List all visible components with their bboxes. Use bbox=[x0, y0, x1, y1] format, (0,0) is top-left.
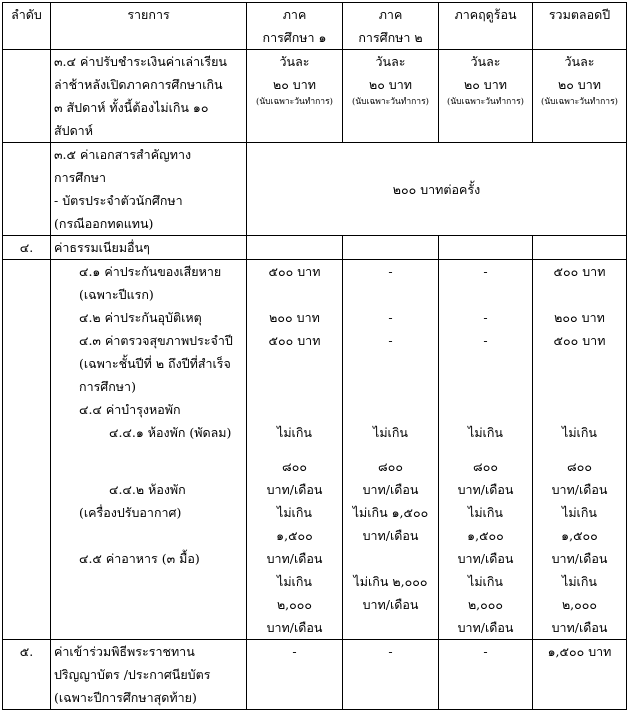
row-3-4-sem2 bbox=[343, 50, 439, 143]
row-5-item-l3: (เฉพาะปีการศึกษาสุดท้าย) bbox=[54, 690, 197, 705]
fee-4-4-2-summer-l2: ๑,๕๐๐ bbox=[467, 528, 504, 543]
item-4-4: ๔.๔ ค่าบำรุงหอพัก bbox=[79, 402, 181, 417]
row-3-4-item-l3: ๓ สัปดาห์ ทั้งนี้ต้องไม่เกิน ๑๐ bbox=[54, 100, 209, 115]
row-3-5-item-l4: (กรณีออกทดแทน) bbox=[54, 216, 154, 231]
row-3-5-merged-fee: ๒๐๐ บาทต่อครั้ง bbox=[247, 143, 627, 236]
fee-4-4-2-sem2-l1: ไม่เกิน ๑,๕๐๐ bbox=[352, 505, 429, 520]
item-4-1-l2: (เฉพาะปีแรก) bbox=[79, 287, 154, 302]
fee-4-1-sem1: ๕๐๐ บาท bbox=[268, 264, 321, 279]
header-row bbox=[3, 3, 627, 50]
row-3-4-summer bbox=[439, 50, 533, 143]
row-3-4-total bbox=[533, 50, 627, 143]
row-3-5-item-l2: การศึกษา bbox=[54, 170, 107, 185]
item-4-5: ๔.๕ ค่าอาหาร (๓ มื้อ) bbox=[79, 551, 200, 566]
row-4-sub bbox=[3, 260, 627, 640]
item-4-4-2-l2: (เครื่องปรับอากาศ) bbox=[79, 505, 182, 520]
row-3-4-item-l4: สัปดาห์ bbox=[54, 123, 93, 138]
fee-4-2-summer: - bbox=[483, 310, 488, 325]
row-4-sub-sem2 bbox=[343, 260, 439, 640]
item-4-3-l2: (เฉพาะชั้นปีที่ ๒ ถึงปีที่สำเร็จ bbox=[79, 356, 231, 371]
fee-4-4-1-summer-l2: ๘๐๐ bbox=[473, 459, 498, 474]
header-no: ลำดับ bbox=[3, 3, 51, 50]
header-sem2-l2: การศึกษา ๒ bbox=[358, 30, 423, 45]
fee-4-4-1-total-l1: ไม่เกิน bbox=[562, 425, 597, 440]
fee-4-5-total-l3: บาท/เดือน bbox=[551, 620, 608, 635]
daily-rate-amount: ๒๐ บาท bbox=[272, 77, 317, 92]
working-days-note: (นับเฉพาะวันทำการ) bbox=[256, 97, 333, 107]
fee-4-4-2-total-l1: ไม่เกิน bbox=[562, 505, 597, 520]
row-3-5-item-l1: ๓.๕ ค่าเอกสารสำคัญทาง bbox=[54, 147, 192, 162]
fee-4-5-sem1-l3: บาท/เดือน bbox=[266, 620, 323, 635]
fee-4-4-1-summer-l3: บาท/เดือน bbox=[457, 482, 514, 497]
daily-rate-amount: ๒๐ บาท bbox=[557, 77, 602, 92]
fee-4-4-2-sem1-l1: ไม่เกิน bbox=[277, 505, 312, 520]
item-4-4-2-l1: ๔.๔.๒ ห้องพัก bbox=[109, 482, 186, 497]
row-5-summer: - bbox=[439, 640, 533, 710]
row-4-sub-items bbox=[51, 260, 247, 640]
fee-4-4-1-sem1-l2: ๘๐๐ bbox=[282, 459, 307, 474]
fee-4-4-2-summer-l3: บาท/เดือน bbox=[457, 551, 514, 566]
working-days-note: (นับเฉพาะวันทำการ) bbox=[541, 97, 618, 107]
fee-4-2-sem1: ๒๐๐ บาท bbox=[269, 310, 320, 325]
row-3-4-item-l1: ๓.๔ ค่าปรับชำระเงินค่าเล่าเรียน bbox=[54, 54, 227, 69]
fee-4-5-sem2-l1: ไม่เกิน ๒,๐๐๐ bbox=[353, 574, 428, 589]
header-total: รวมตลอดปี bbox=[533, 3, 627, 50]
fee-4-5-sem1-l1: ไม่เกิน bbox=[277, 574, 312, 589]
header-sem2-l1: ภาค bbox=[378, 7, 403, 22]
row-3-4-sem1 bbox=[247, 50, 343, 143]
fee-4-5-summer-l2: ๒,๐๐๐ bbox=[467, 597, 504, 612]
fee-4-3-summer: - bbox=[483, 333, 488, 348]
fee-4-4-2-sem1-l2: ๑,๕๐๐ bbox=[276, 528, 313, 543]
fee-4-3-total: ๕๐๐ บาท bbox=[553, 333, 606, 348]
row-4-summer bbox=[439, 236, 533, 260]
fee-4-4-2-total-l2: ๑,๕๐๐ bbox=[561, 528, 598, 543]
row-5 bbox=[3, 640, 627, 710]
working-days-note: (นับเฉพาะวันทำการ) bbox=[352, 97, 429, 107]
fee-4-4-1-sem2-l3: บาท/เดือน bbox=[362, 482, 419, 497]
fee-4-4-1-sem2-l2: ๘๐๐ bbox=[378, 459, 403, 474]
fee-4-3-sem2: - bbox=[388, 333, 393, 348]
row-3-4-no bbox=[3, 50, 51, 143]
row-5-sem2: - bbox=[343, 640, 439, 710]
row-5-item-l2: ปริญญาบัตร /ประกาศนียบัตร bbox=[54, 667, 211, 682]
row-5-sem1: - bbox=[247, 640, 343, 710]
header-sem1 bbox=[247, 3, 343, 50]
row-5-item bbox=[51, 640, 247, 710]
fee-4-4-1-total-l3: บาท/เดือน bbox=[551, 482, 608, 497]
fee-4-4-1-summer-l1: ไม่เกิน bbox=[468, 425, 503, 440]
item-4-3-l3: การศึกษา) bbox=[79, 379, 136, 394]
daily-rate-label: วันละ bbox=[564, 54, 595, 69]
header-sem2 bbox=[343, 3, 439, 50]
daily-rate-label: วันละ bbox=[375, 54, 406, 69]
fee-4-2-total: ๒๐๐ บาท bbox=[554, 310, 605, 325]
row-3-5-item bbox=[51, 143, 247, 236]
working-days-note: (นับเฉพาะวันทำการ) bbox=[447, 97, 524, 107]
item-4-3-l1: ๔.๓ ค่าตรวจสุขภาพประจำปี bbox=[79, 333, 233, 348]
fee-4-4-2-summer-l1: ไม่เกิน bbox=[468, 505, 503, 520]
fee-4-4-2-total-l3: บาท/เดือน bbox=[551, 551, 608, 566]
fee-4-4-1-total-l2: ๘๐๐ bbox=[567, 459, 592, 474]
row-4-no: ๔. bbox=[3, 236, 51, 260]
header-sem1-l2: การศึกษา ๑ bbox=[262, 30, 327, 45]
fee-4-1-total: ๕๐๐ บาท bbox=[553, 264, 606, 279]
row-5-no: ๕. bbox=[3, 640, 51, 710]
fee-4-5-summer-l1: ไม่เกิน bbox=[468, 574, 503, 589]
row-4-total bbox=[533, 236, 627, 260]
row-4-sub-sem1 bbox=[247, 260, 343, 640]
row-4 bbox=[3, 236, 627, 260]
fee-4-2-sem2: - bbox=[388, 310, 393, 325]
fee-4-1-summer: - bbox=[483, 264, 488, 279]
daily-rate-label: วันละ bbox=[470, 54, 501, 69]
row-4-sem2 bbox=[343, 236, 439, 260]
fee-4-5-total-l1: ไม่เกิน bbox=[562, 574, 597, 589]
fee-4-5-summer-l3: บาท/เดือน bbox=[457, 620, 514, 635]
fee-4-4-1-sem2-l1: ไม่เกิน bbox=[373, 425, 408, 440]
row-3-4 bbox=[3, 50, 627, 143]
row-4-sem1 bbox=[247, 236, 343, 260]
row-3-4-item bbox=[51, 50, 247, 143]
row-4-sub-summer bbox=[439, 260, 533, 640]
fee-4-4-1-sem1-l1: ไม่เกิน bbox=[277, 425, 312, 440]
row-3-5 bbox=[3, 143, 627, 236]
item-4-4-1: ๔.๔.๑ ห้องพัก (พัดลม) bbox=[109, 425, 232, 440]
fee-4-5-sem1-l2: ๒,๐๐๐ bbox=[276, 597, 313, 612]
row-3-5-item-l3: - บัตรประจำตัวนักศึกษา bbox=[54, 193, 183, 208]
fee-4-4-2-sem2-l2: บาท/เดือน bbox=[362, 528, 419, 543]
daily-rate-amount: ๒๐ บาท bbox=[368, 77, 413, 92]
item-4-2: ๔.๒ ค่าประกันอุบัติเหตุ bbox=[79, 310, 202, 325]
fee-table bbox=[2, 2, 627, 710]
fee-4-1-sem2: - bbox=[388, 264, 393, 279]
fee-4-3-sem1: ๕๐๐ บาท bbox=[268, 333, 321, 348]
fee-4-5-sem2-l2: บาท/เดือน bbox=[362, 597, 419, 612]
header-sem1-l1: ภาค bbox=[282, 7, 307, 22]
row-5-item-l1: ค่าเข้าร่วมพิธีพระราชทาน bbox=[54, 644, 195, 659]
header-item: รายการ bbox=[51, 3, 247, 50]
row-3-5-no bbox=[3, 143, 51, 236]
fee-4-4-2-sem1-l3: บาท/เดือน bbox=[266, 551, 323, 566]
daily-rate-label: วันละ bbox=[279, 54, 310, 69]
fee-4-4-1-sem1-l3: บาท/เดือน bbox=[266, 482, 323, 497]
daily-rate-amount: ๒๐ บาท bbox=[463, 77, 508, 92]
row-3-4-item-l2: ล่าช้าหลังเปิดภาคการศึกษาเกิน bbox=[54, 77, 223, 92]
row-4-item: ค่าธรรมเนียมอื่นๆ bbox=[51, 236, 247, 260]
row-5-total: ๑,๕๐๐ บาท bbox=[533, 640, 627, 710]
fee-4-5-total-l2: ๒,๐๐๐ bbox=[561, 597, 598, 612]
item-4-1-l1: ๔.๑ ค่าประกันของเสียหาย bbox=[79, 264, 222, 279]
row-4-sub-total bbox=[533, 260, 627, 640]
row-4-sub-no bbox=[3, 260, 51, 640]
header-summer: ภาคฤดูร้อน bbox=[439, 3, 533, 50]
